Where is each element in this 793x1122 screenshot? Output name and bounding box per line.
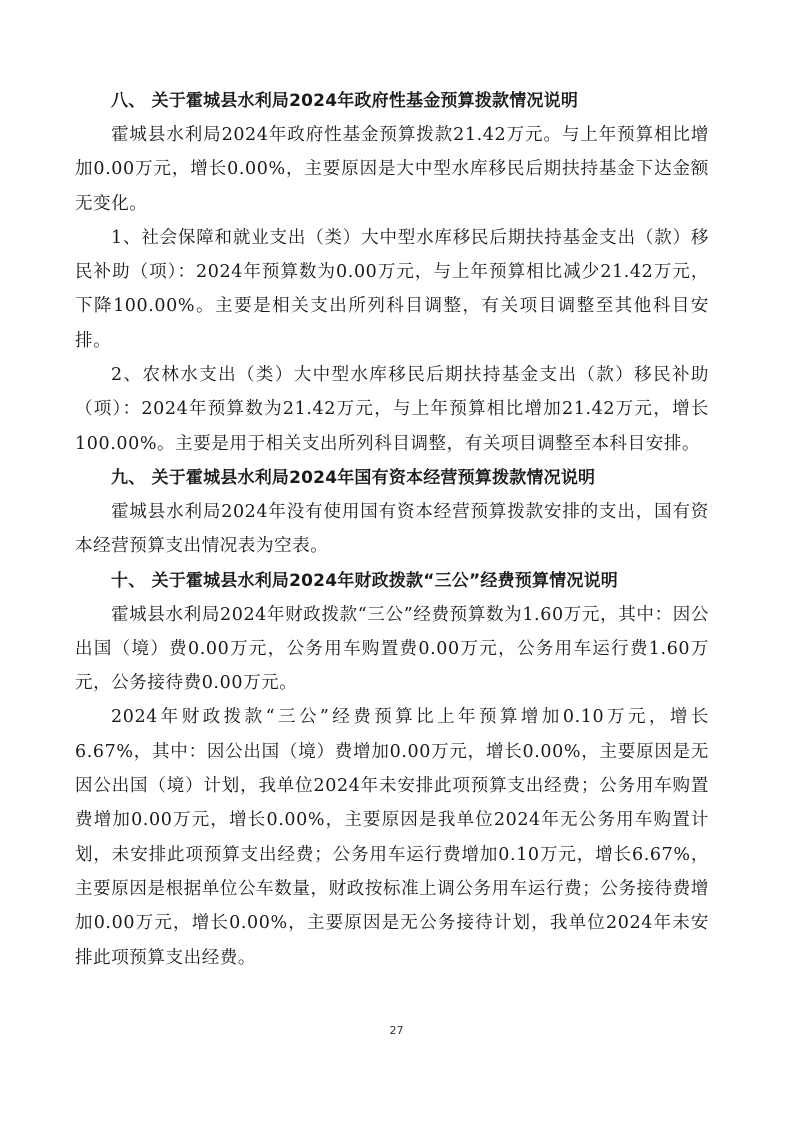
- page-number: 27: [389, 1024, 404, 1037]
- section-government-fund-budget: [75, 84, 709, 461]
- paragraph: 1、社会保障和就业支出（类）大中型水库移民后期扶持基金支出（款）移民补助（项）：2024年预算数为0.00万元，与上年预算相比减少21.42万元，下降100.00%。主要是相关支出所列科目调整，有关项目调整至其他科目安排。: [75, 227, 709, 351]
- paragraph: 霍城县水利局2024年财政拨款“三公”经费预算数为1.60万元，其中：因公出国（境）费0.00万元，公务用车购置费0.00万元，公务用车运行费1.60万元，公务接待费0.00万元。: [75, 604, 709, 694]
- section-heading: 九、 关于霍城县水利局2024年国有资本经营预算拨款情况说明: [111, 467, 596, 488]
- paragraph: 2、农林水支出（类）大中型水库移民后期扶持基金支出（款）移民补助（项）：2024年预算数为21.42万元，与上年预算相比增加21.42万元，增长100.00%。主要是用于相关支出所列科目调整，有关项目调整至本科目安排。: [75, 365, 709, 454]
- section-heading: 八、 关于霍城县水利局2024年政府性基金预算拨款情况说明: [111, 91, 579, 111]
- paragraph: 2024年财政拨款“三公”经费预算比上年预算增加0.10万元，增长6.67%，其中：因公出国（境）费增加0.00万元，增长0.00%，主要原因是无因公出国（境）计划，我单位2024年未安排此项预算支出经费；公务用车购置费增加0.00万元，增长0.00%，主要原因是我单位2024年无公务用车购置计划，未安排此项预算支出经费；公务用车运行费增加0.10万元，增长6.67%，主要原因是根据单位公车数量，财政按标准上调公务用车运行费；公务接待费增加0.00万元，增长0.00%，主要原因是无公务接待计划，我单位2024年未安排此项预算支出经费。: [75, 707, 709, 968]
- paragraph: 霍城县水利局2024年政府性基金预算拨款21.42万元。与上年预算相比增加0.00万元，增长0.00%，主要原因是大中型水库移民后期扶持基金下达金额无变化。: [75, 125, 709, 214]
- paragraph: 霍城县水利局2024年没有使用国有资本经营预算拨款安排的支出，国有资本经营预算支出情况表为空表。: [75, 501, 709, 557]
- section-state-capital-budget: [75, 461, 709, 564]
- section-heading: 十、 关于霍城县水利局2024年财政拨款“三公”经费预算情况说明: [111, 570, 618, 591]
- document-page: [75, 84, 709, 975]
- section-three-public-expenses: [75, 564, 709, 975]
